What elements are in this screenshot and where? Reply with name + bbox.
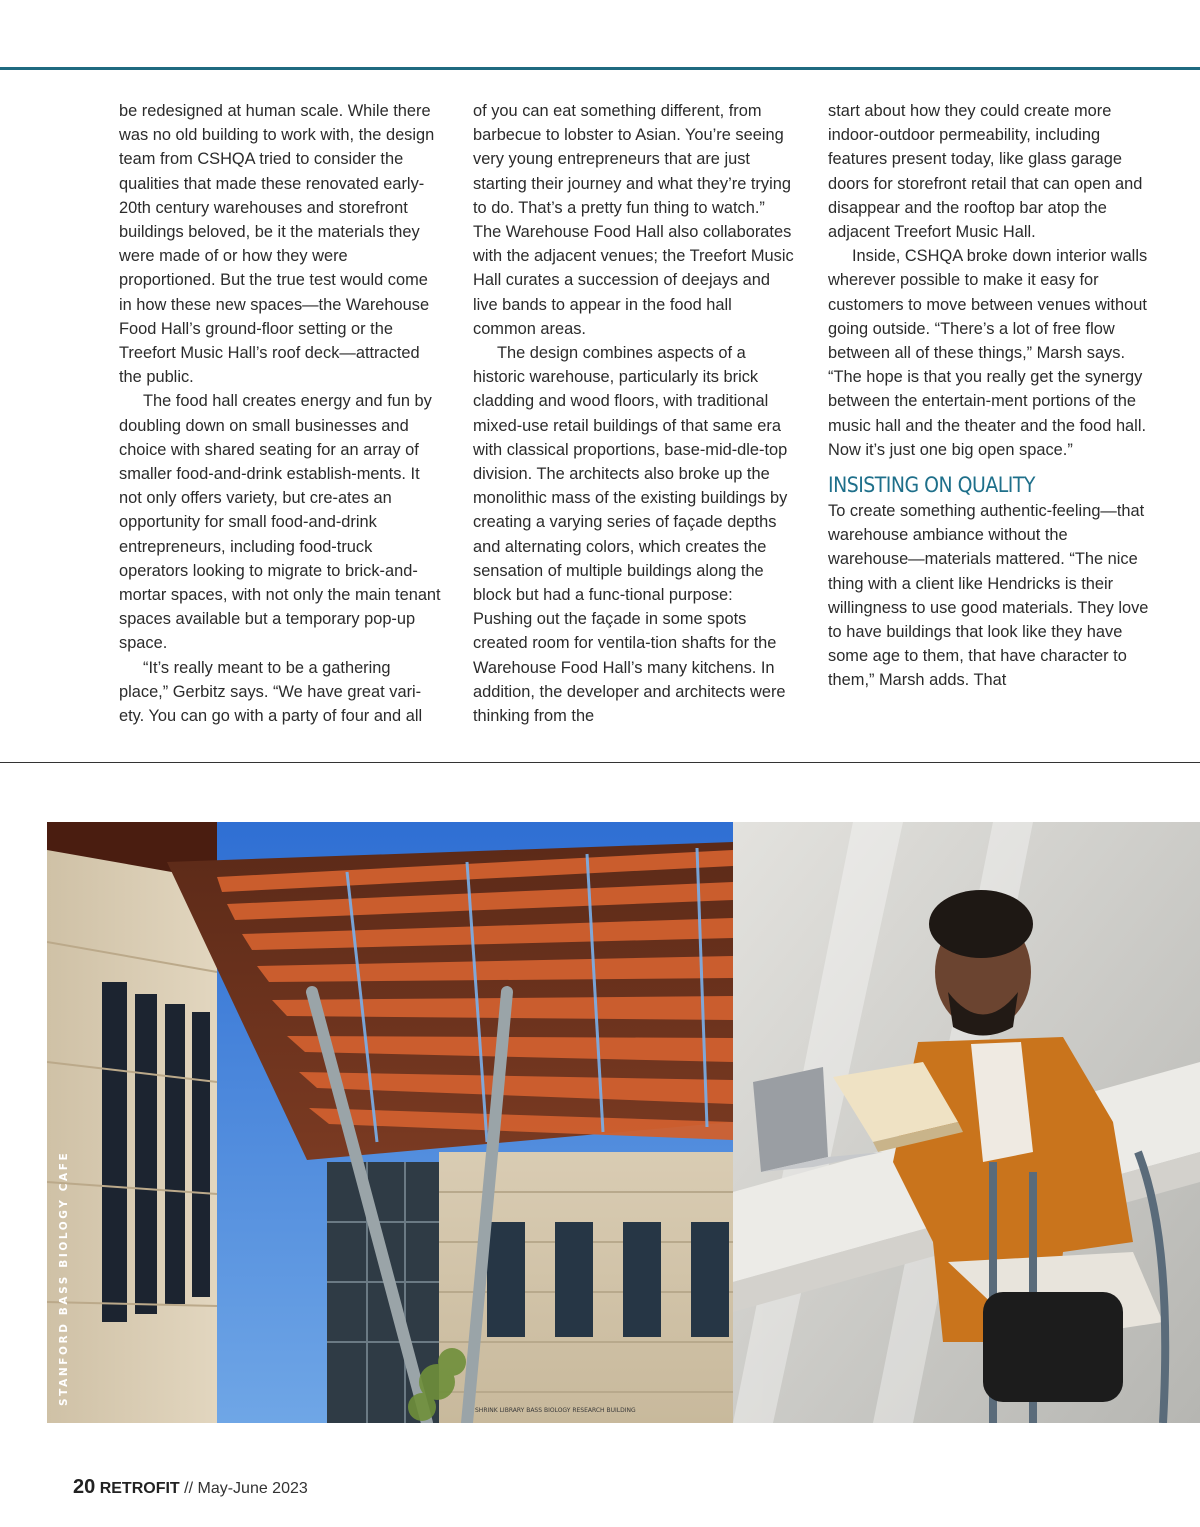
paragraph: Inside, CSHQA broke down interior walls wherever possible to make it easy for customers to move between venues without going outside. “There’s a lot of free flow between all of these things,” Marsh says. “The hope is that you really get the synergy between the entertain-ment portions of the music hall and the theater and the food hall. Now it’s just one big open space.” — [828, 247, 1148, 459]
reader-photo — [733, 822, 1200, 1423]
paragraph: “It’s really meant to be a gathering place,” Gerbitz says. “We have great vari-ety. You can go with a party of four and all — [119, 658, 423, 726]
paragraph: be redesigned at human scale. While there was no old building to work with, the design team from CSHQA tried to consider the qualities that made these renovated early-20th century warehouses and storefront buildings beloved, be it the materials they were made of or how they were proportioned. But the true test would come in how these new spaces—the Warehouse Food Hall’s ground-floor setting or the Treefort Music Hall’s roof deck—attracted the public. — [119, 102, 435, 387]
top-rule — [0, 67, 1200, 70]
text-column-2 — [473, 99, 795, 728]
paragraph: The food hall creates energy and fun by doubling down on small businesses and choice with shared seating for an array of smaller food-and-drink establish-ments. It not only offers variety, but cre-ates an opportunity for small food-and-drink entrepreneurs, including food-truck operators looking to migrate to brick-and-mortar spaces, with not only the main tenant spaces available but a temporary pop-up space. — [119, 392, 441, 653]
section-subhead: INSISTING ON QUALITY — [828, 473, 1035, 498]
paragraph: of you can eat something different, from barbecue to lobster to Asian. You’re seeing very young entrepreneurs that are just starting their journey and what they’re trying to do. That’s a pretty fun thing to watch.” The Warehouse Food Hall also collaborates with the adjacent venues; the Treefort Music Hall curates a succession of deejays and live bands to appear in the food hall common areas. — [473, 102, 794, 338]
text-column-3 — [828, 99, 1150, 693]
text-column-1 — [119, 99, 441, 728]
paragraph: The design combines aspects of a historic warehouse, particularly its brick cladding and wood floors, with traditional mixed-use retail buildings of that same era with classical proportions, base-mid-dle-top division. The architects also broke up the monolithic mass of the existing buildings by creating a varying series of façade depths and alternating colors, which creates the sensation of multiple buildings along the block but had a func-tional purpose: Pushing out the façade in some spots created room for ventila-tion shafts for the Warehouse Food Hall’s many kitchens. In addition, the developer and architects were thinking from the — [473, 344, 788, 726]
section-divider — [0, 762, 1200, 763]
photo-credit: STANFORD BASS BIOLOGY CAFE — [58, 1150, 70, 1406]
building-photo — [47, 822, 733, 1423]
page-number: 20 — [73, 1476, 96, 1498]
paragraph: To create something authentic-feeling—that warehouse ambiance without the warehouse—materials mattered. “The nice thing with a client like Hendricks is their willingness to use good materials. They love to have buildings that look like they have some age to them, that have character to them,” Marsh adds. That — [828, 502, 1149, 690]
building-illustration — [47, 822, 733, 1423]
magazine-name: RETROFIT — [99, 1480, 180, 1497]
page-folio — [73, 1476, 308, 1499]
issue-date: May-June 2023 — [197, 1480, 308, 1497]
folio-separator: // — [179, 1480, 198, 1497]
reader-illustration — [733, 822, 1200, 1423]
paragraph: start about how they could create more indoor-outdoor permeability, including features present today, like glass garage doors for storefront retail that can open and disappear and the rooftop bar atop the adjacent Treefort Music Hall. — [828, 102, 1143, 242]
building-sign: SHRINK LIBRARY BASS BIOLOGY RESEARCH BUILDING — [475, 1407, 636, 1414]
